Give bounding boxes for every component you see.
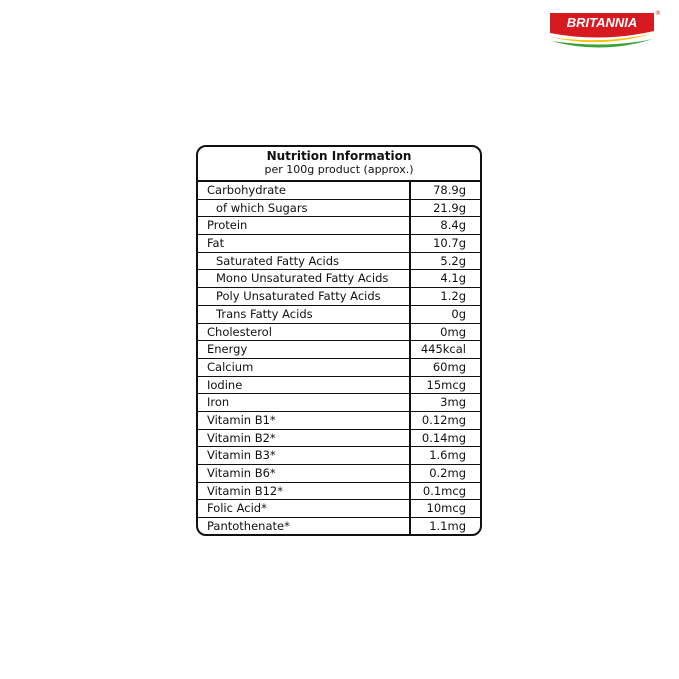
nutrient-name: Vitamin B1* [198, 412, 411, 429]
nutrient-name: Vitamin B2* [198, 430, 411, 447]
nutrient-value: 0g [451, 306, 466, 321]
nutrition-row [198, 430, 480, 448]
nutrition-row [198, 394, 480, 412]
nutrient-name: Energy [198, 341, 411, 358]
nutrition-row [198, 359, 480, 377]
nutrient-name: Iron [198, 394, 411, 411]
nutrient-value: 445kcal [420, 342, 466, 357]
nutrient-value: 10.7g [433, 236, 466, 251]
nutrition-panel [196, 145, 482, 536]
nutrition-row [198, 288, 480, 306]
nutrition-table [198, 182, 480, 536]
nutrient-value: 0.14mg [421, 430, 466, 445]
brand-logo-graphic [547, 5, 657, 53]
nutrition-row [198, 182, 480, 200]
nutrient-name: Vitamin B6* [198, 465, 411, 482]
nutrient-value: 78.9g [433, 183, 466, 197]
nutrient-name: Vitamin B12* [198, 483, 411, 500]
nutrient-value: 1.2g [440, 289, 466, 304]
nutrient-name: Fat [198, 235, 411, 252]
nutrition-row [198, 447, 480, 465]
nutrient-value: 60mg [432, 359, 466, 374]
nutrient-value: 21.9g [433, 200, 466, 215]
nutrition-row [198, 253, 480, 271]
nutrient-value: 0.1mcg [422, 483, 466, 498]
nutrient-name: Cholesterol [198, 324, 411, 341]
nutrition-row [198, 465, 480, 483]
nutrition-row [198, 412, 480, 430]
nutrient-name: Mono Unsaturated Fatty Acids [198, 270, 411, 287]
nutrient-value: 8.4g [440, 218, 466, 233]
nutrient-value: 3mg [440, 395, 466, 410]
nutrition-row [198, 324, 480, 342]
nutrient-name: Pantothenate* [198, 518, 411, 536]
nutrition-row [198, 483, 480, 501]
nutrition-row [198, 518, 480, 536]
nutrient-value: 10mcg [426, 501, 466, 516]
brand-name: BRITANNIA [566, 15, 638, 30]
nutrition-row [198, 235, 480, 253]
nutrient-value: 5.2g [440, 253, 466, 268]
nutrient-value: 0mg [440, 324, 466, 339]
nutrient-value: 4.1g [440, 271, 466, 286]
nutrient-name: of which Sugars [198, 200, 411, 217]
nutrient-name: Trans Fatty Acids [198, 306, 411, 323]
nutrition-row [198, 500, 480, 518]
nutrient-value: 0.2mg [429, 466, 466, 480]
nutrition-row [198, 217, 480, 235]
nutrient-name: Poly Unsaturated Fatty Acids [198, 288, 411, 305]
nutrient-value: 1.1mg [429, 519, 466, 534]
nutrition-row [198, 377, 480, 395]
nutrient-name: Protein [198, 217, 411, 234]
nutrient-name: Carbohydrate [198, 182, 411, 199]
nutrient-name: Vitamin B3* [198, 447, 411, 464]
nutrient-value: 1.6mg [429, 448, 466, 463]
registered-mark: ® [655, 10, 661, 17]
nutrient-name: Folic Acid* [198, 500, 411, 517]
nutrition-row [198, 200, 480, 218]
nutrient-value: 15mcg [426, 377, 466, 392]
nutrient-name: Iodine [198, 377, 411, 394]
nutrient-name: Calcium [198, 359, 411, 376]
nutrient-name: Saturated Fatty Acids [198, 253, 411, 270]
nutrient-value: 0.12mg [421, 412, 466, 427]
nutrition-subtitle: per 100g product (approx.) [264, 163, 414, 176]
nutrition-row [198, 306, 480, 324]
nutrition-row [198, 341, 480, 359]
brand-logo [547, 5, 665, 53]
nutrition-title: Nutrition Information [266, 149, 412, 163]
nutrition-header [198, 147, 480, 182]
nutrition-row [198, 270, 480, 288]
